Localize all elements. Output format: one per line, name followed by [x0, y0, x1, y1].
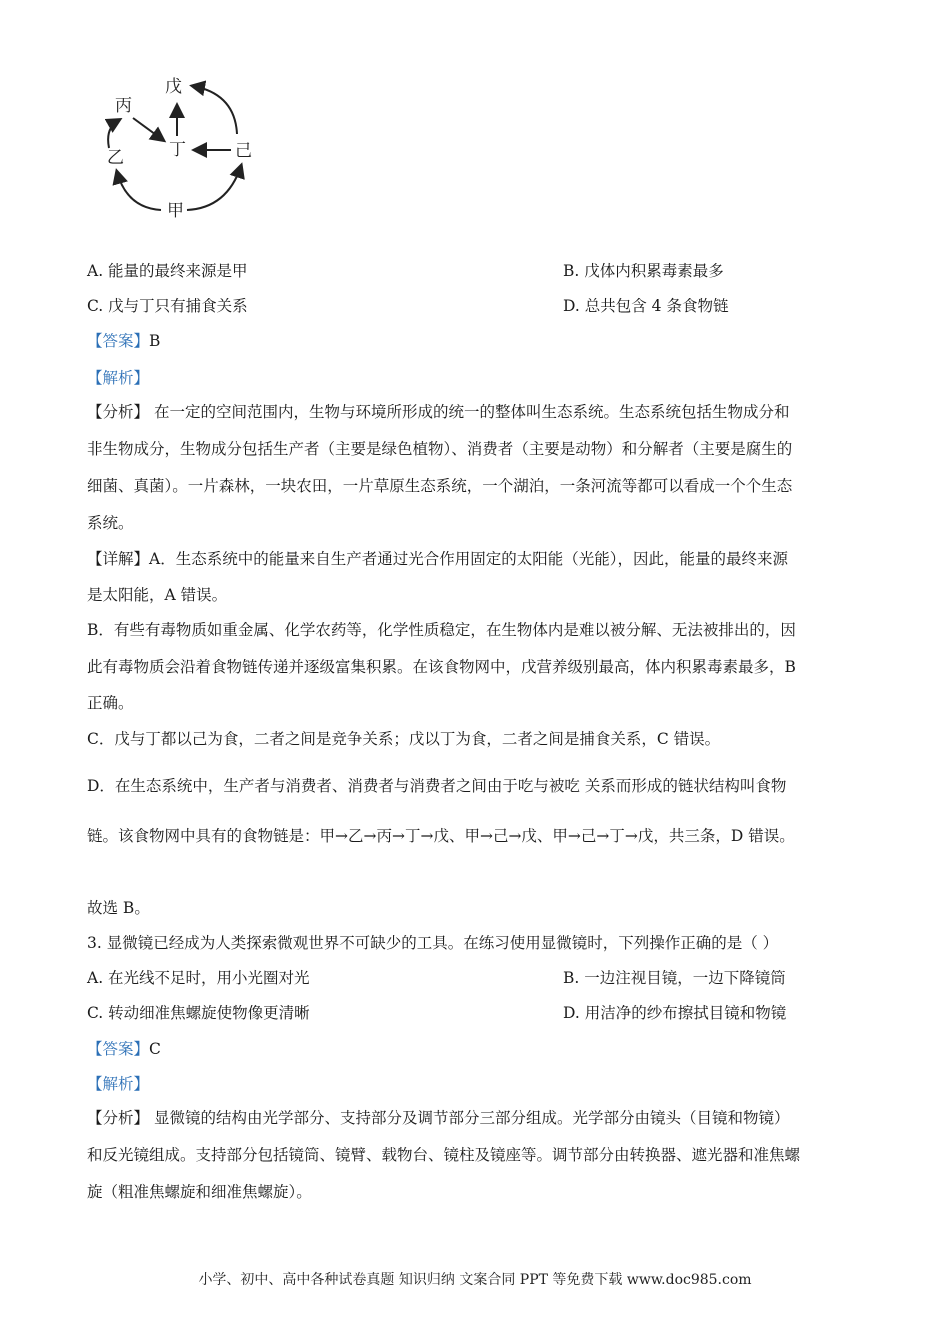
q3-option-c: C. 转动细准焦螺旋使物像更清晰: [87, 1004, 310, 1022]
food-web-diagram: [95, 68, 265, 223]
q3-fenxi-line3: 旋（粗准焦螺旋和细准焦螺旋）。: [87, 1183, 312, 1201]
q2-conclusion: 故选 B。: [87, 899, 150, 917]
q3-options-row1: [87, 968, 786, 988]
q2-option-b: B. 戊体内积累毒素最多: [563, 262, 724, 280]
q2-xiangjie-c: C．戊与丁都以己为食，二者之间是竞争关系；戊以丁为食，二者之间是捕食关系，C 错误。: [87, 730, 721, 748]
q3-option-b: B. 一边注视目镜，一边下降镜筒: [563, 969, 786, 987]
fenxi-tag: 【分析】: [87, 1109, 150, 1127]
node-bing: 丙: [115, 96, 132, 116]
answer-value: B: [149, 332, 161, 350]
node-yi: 乙: [107, 148, 124, 168]
q3-options-row2: [87, 1003, 787, 1023]
q2-fenxi-line2: 非生物成分，生物成分包括生产者（主要是绿色植物）、消费者（主要是动物）和分解者（主要是腐生的: [87, 440, 793, 458]
q2-options-row2: [87, 296, 729, 316]
node-ding: 丁: [169, 140, 186, 160]
node-ji: 己: [235, 141, 252, 161]
q2-fenxi-line3: 细菌、真菌）。一片森林，一块农田，一片草原生态系统，一个湖泊，一条河流等都可以看成一个个生态: [87, 477, 793, 495]
arrow-yi-bing: [108, 120, 119, 148]
arrow-ji-wu: [193, 86, 237, 134]
fenxi-text: 在一定的空间范围内，生物与环境所形成的统一的整体叫生态系统。生态系统包括生物成分和: [149, 403, 790, 421]
q3-analysis-tag: 【解析】: [87, 1075, 150, 1093]
q2-option-c: C. 戊与丁只有捕食关系: [87, 297, 248, 315]
q3-option-a: A. 在光线不足时，用小光圈对光: [87, 969, 310, 987]
q2-fenxi-line4: 系统。: [87, 514, 134, 532]
q3-fenxi-line1: [87, 1108, 789, 1128]
xiangjie-tag: 【详解】: [87, 550, 150, 568]
q3-fenxi-line2: 和反光镜组成。支持部分包括镜筒、镜臂、载物台、镜柱及镜座等。调节部分由转换器、遮光器和准焦螺: [87, 1146, 801, 1164]
arrow-bing-ding: [133, 118, 163, 140]
q3-answer: [87, 1039, 161, 1059]
answer-tag: 【答案】: [87, 1040, 150, 1058]
q2-xiangjie-b2: 此有毒物质会沿着食物链传递并逐级富集积累。在该食物网中，戊营养级别最高，体内积累毒素最多，B: [87, 658, 796, 676]
q2-option-a: A. 能量的最终来源是甲: [87, 262, 248, 280]
fenxi-text: 显微镜的结构由光学部分、支持部分及调节部分三部分组成。光学部分由镜头（目镜和物镜）: [149, 1109, 790, 1127]
node-wu: 戊: [165, 77, 182, 97]
q3-option-d: D. 用洁净的纱布擦拭目镜和物镜: [563, 1004, 787, 1022]
q3-stem: 3. 显微镜已经成为人类探索微观世界不可缺少的工具。在练习使用显微镜时，下列操作正确的是（ ）: [87, 934, 779, 952]
fenxi-tag: 【分析】: [87, 403, 150, 421]
q2-xiangjie-a1: [87, 549, 788, 569]
arrow-jia-yi: [117, 172, 161, 210]
q2-options-row1: [87, 261, 724, 281]
q2-answer: [87, 331, 160, 351]
q2-fenxi-line1: [87, 402, 789, 422]
arrow-jia-ji: [187, 166, 241, 210]
q2-xiangjie-a2: 是太阳能，A 错误。: [87, 586, 228, 604]
q2-xiangjie-b3: 正确。: [87, 694, 134, 712]
q2-option-d: D. 总共包含 4 条食物链: [563, 297, 729, 315]
q2-xiangjie-d2: 链。该食物网中具有的食物链是：甲→乙→丙→丁→戊、甲→己→戊、甲→己→丁→戊，共三条，D 错误。: [87, 827, 795, 845]
q2-xiangjie-b1: B．有些有毒物质如重金属、化学农药等，化学性质稳定，在生物体内是难以被分解、无法被排出的，因: [87, 621, 796, 639]
answer-tag: 【答案】: [87, 332, 150, 350]
q2-xiangjie-d1: D．在生态系统中，生产者与消费者、消费者与消费者之间由于吃与被吃 关系而形成的链状结构叫食物: [87, 777, 787, 795]
q2-analysis-tag: 【解析】: [87, 369, 150, 387]
page-footer: 小学、初中、高中各种试卷真题 知识归纳 文案合同 PPT 等免费下载 www.doc985.com: [198, 1272, 752, 1288]
answer-value: C: [149, 1040, 161, 1058]
node-jia: 甲: [167, 201, 184, 221]
xiangjie-text: A．生态系统中的能量来自生产者通过光合作用固定的太阳能（光能），因此，能量的最终来源: [149, 550, 788, 568]
